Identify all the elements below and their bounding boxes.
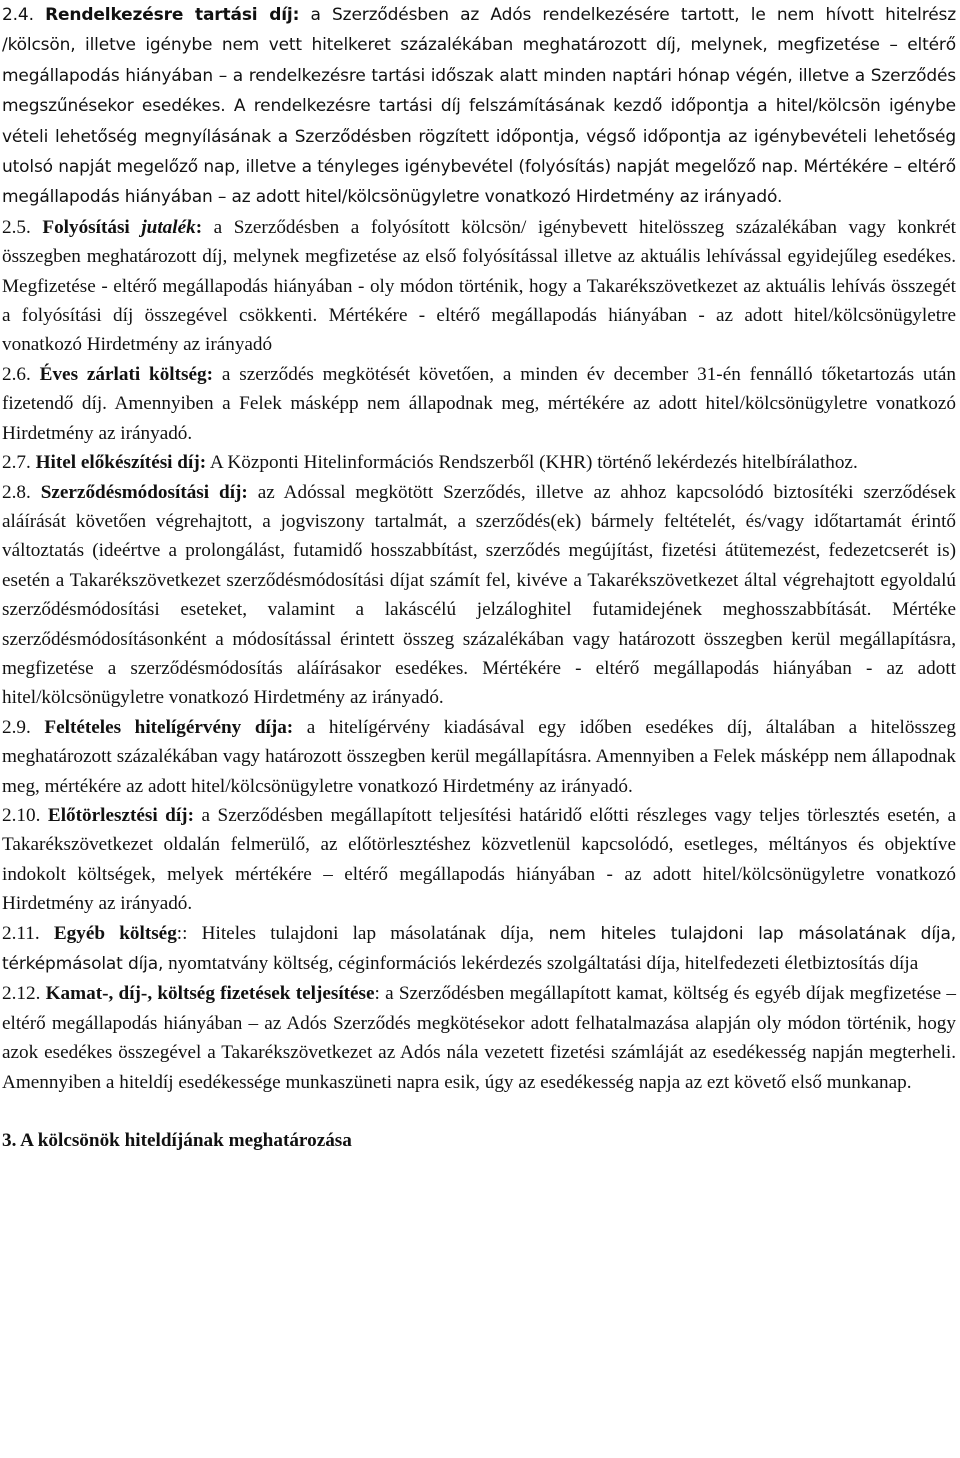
section-title: Feltételes hitelígérvény díja: — [44, 716, 294, 738]
section-number: 2.7. — [2, 452, 36, 474]
section-2-12 — [2, 979, 956, 1097]
section-text: : Hiteles tulajdoni lap másolatának díja, — [182, 922, 534, 944]
section-number: 2.11. — [2, 922, 54, 944]
section-text: a Szerződésben a folyósított kölcsön/ igénybevett hitelösszeg százalékában vagy konkrét összegben meghatározott díj, melynek megfizetése az első folyósítással illetve az aktuális lehívással egyidejűleg esedékes. Megfizetése - eltérő megállapodás hiányában - oly módon történik, hogy a Takarékszövetkezet az aktuális lehívás összegét a folyósítási díj összegével csökkenti. Mértékére - eltérő megállapodás hiányában - az adott hitel/kölcsönügyletre vonatkozó Hirdetmény az irányadó — [2, 216, 956, 356]
section-text-continued: A rendelkezésre tartási díj felszámításának kezdő időpontja a hitel/kölcsön igénybe vételi lehetőség megnyílásának a Szerződésben rögzített időpontja, végső időpontja az igénybevételi lehetőség utolsó napját megelőző nap, illetve a tényleges igénybevétel (folyósítás) napját megelőző nap. Mértékére – eltérő megállapodás hiányában – az adott hitel/kölcsönügyletre vonatkozó Hirdetmény az irányadó. — [2, 96, 956, 208]
section-text: a Szerződésben az Adós rendelkezésére tartott, le nem hívott hitelrész /kölcsön, illetve igénybe nem vett hitelkeret százalékában meghatározott díj, melynek, megfizetése – eltérő megállapodás hiányában – a rendelkezésre tartási időszak alatt minden naptári hónap végén, illetve a Szerződés megszűnésekor esedékes. — [2, 5, 957, 117]
section-2-8 — [2, 478, 956, 713]
section-text: a hitelígérvény kiadásával egy időben esedékes díj, általában a hitelösszeg meghatározott százalékában vagy határozott összegben kerül megállapításra. Amennyiben a Felek másképp nem állapodnak meg, mértékére az adott hitel/kölcsönügyletre vonatkozó Hirdetmény az irányadó. — [2, 716, 956, 797]
section-title: Rendelkezésre tartási díj: — [45, 5, 300, 25]
section-2-11 — [2, 919, 956, 980]
section-2-5 — [2, 213, 956, 360]
section-2-10 — [2, 801, 956, 919]
section-title-colon: : — [195, 216, 203, 238]
section-number: 2.8. — [2, 481, 41, 503]
section-2-9 — [2, 713, 956, 801]
section-2-6 — [2, 360, 956, 448]
section-number: 2.12. — [2, 983, 46, 1005]
section-text-continued: nyomtatvány költség, céginformációs lekérdezés szolgáltatási díja, hitelfedezeti életbiztosítás díja — [163, 953, 919, 974]
section-title: Éves zárlati költség: — [39, 363, 213, 385]
section-title: Folyósítási — [42, 216, 142, 238]
section-title-italic: jutalék — [141, 216, 196, 238]
section-text: a szerződés megkötését követően, a minden év december 31-én fennálló tőketartozás után fizetendő díj. Amennyiben a Felek másképp nem állapodnak meg, mértékére az adott hitel/kölcsönügyletre vonatkozó Hirdetmény az irányadó. — [2, 363, 956, 444]
section-text: A Központi Hitelinformációs Rendszerből (KHR) történő lekérdezés hitelbírálathoz. — [206, 452, 858, 474]
section-text: az Adóssal megkötött Szerződés, illetve az ahhoz kapcsolódó biztosítéki szerződések aláírását követően végrehajtott, a jogviszony tartalmát, a szerződés(ek) bármely feltételét, és/vagy időtartamát érintő változtatás (ideértve a prolongálást, futamidő hosszabbítást, szerződés megújítást, fizetési átütemezést, fedezetcserét is) esetén a Takarékszövetkezet szerződésmódosítási díjat számít fel, kivéve a Takarékszövetkezet által végrehajtott egyoldalú szerződésmódosítási eseteket, valamint a lakáscélú jelzáloghitel futamidejének meghosszabbítását. Mértéke szerződésmódosításonként a módosítással érintett összeg százalékában vagy határozott összegben kerül megállapításra, megfizetése a szerződésmódosítás aláírásakor esedékes. Mértékére - eltérő megállapodás hiányában - az adott hitel/kölcsönügyletre vonatkozó Hirdetmény az irányadó. — [2, 481, 957, 709]
section-text: : a Szerződésben megállapított kamat, költség és egyéb díjak megfizetése – eltérő megállapodás hiányában – az Adós Szerződés megkötésekor adott felhatalmazása alapján oly módon történik, hogy azok esedékes összegével a Takarékszövetkezet az Adós nála vezetett fizetési számláját az esedékesség napján megterheli. Amennyiben a hiteldíj esedékessége munkaszüneti napra esik, úgy az esedékesség napja az ezt követő első munkanap. — [2, 983, 956, 1093]
section-number: 2.6. — [2, 363, 40, 385]
paragraph-spacer — [2, 1097, 956, 1126]
section-2-4 — [2, 0, 956, 213]
section-title: Egyéb költség — [53, 922, 177, 944]
section-number: 2.4. — [2, 5, 46, 25]
section-number: 2.5. — [2, 216, 43, 238]
section-text-sans: nem hiteles tulajdoni lap másolatának díja, térképmásolat díja, — [2, 923, 956, 974]
section-title-colon: : — [176, 922, 183, 944]
section-title: Hitel előkészítési díj: — [35, 452, 207, 474]
section-title: Kamat-, díj-, költség fizetések teljesítése — [45, 983, 375, 1005]
section-3-heading: 3. A kölcsönök hiteldíjának meghatározása — [2, 1130, 352, 1152]
section-title: Előtörlesztési díj: — [47, 804, 194, 826]
section-number: 2.10. — [2, 804, 48, 826]
section-number: 2.9. — [2, 716, 45, 738]
section-text: a Szerződésben megállapított teljesítési határidő előtti részleges vagy teljes törlesztés esetén, a Takarékszövetkezet oldalán felmerülő, az előtörlesztéshez közvetlenül kapcsolódó, esetleges, méltányos és objektíve indokolt költségek, melyek mértékére – eltérő megállapodás hiányában - az adott hitel/kölcsönügyletre vonatkozó Hirdetmény az irányadó. — [2, 804, 957, 915]
section-2-7 — [2, 448, 956, 477]
section-title: Szerződésmódosítási díj: — [40, 481, 248, 503]
